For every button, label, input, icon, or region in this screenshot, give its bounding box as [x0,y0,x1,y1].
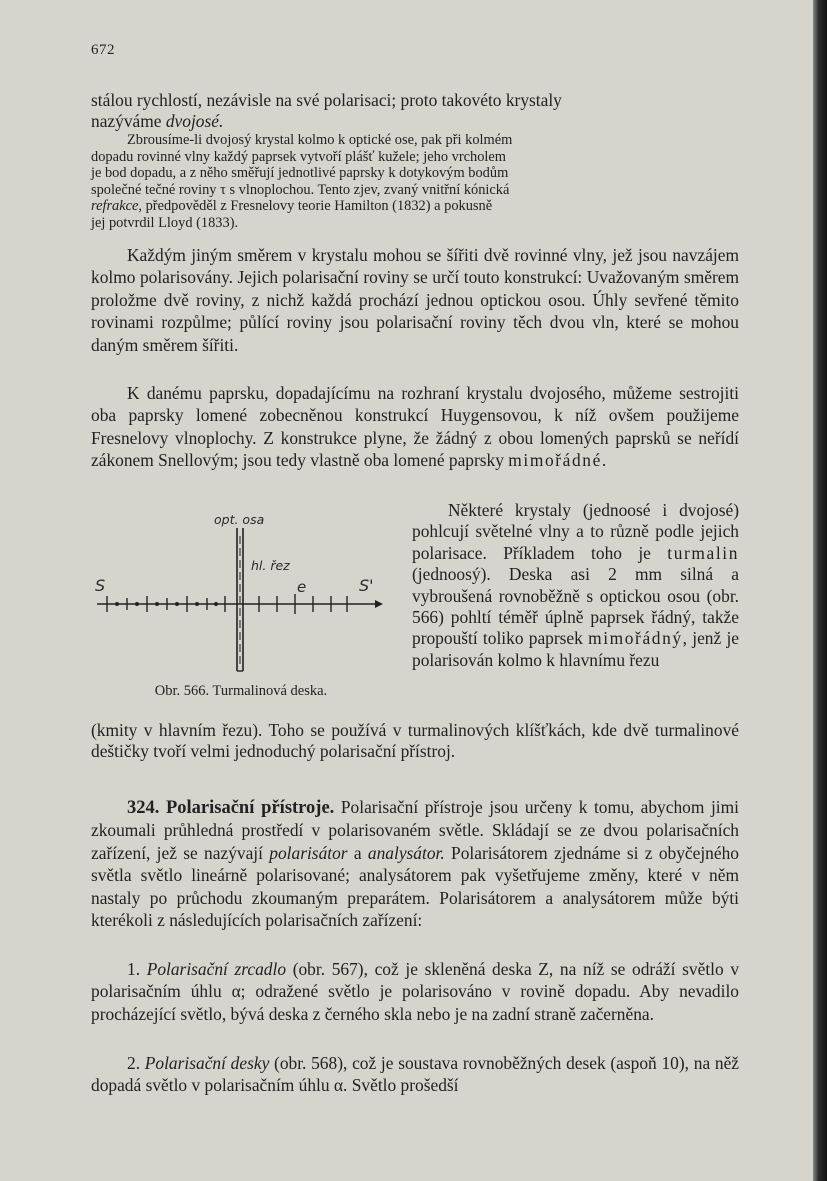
list-item-1-text [91,958,739,1025]
ray-arrow-head [375,600,383,608]
list-item-1 [91,958,739,1025]
page-edge-shadow [813,0,827,1181]
side-text-a: Některé krystaly (jednoosé i dvojosé) pohlcují světelné vlny a to různě podle jejich polarisace. Příkladem toho je [412,500,739,563]
side-text-c: , jenž je polarisován kolmo k hlavnímu řezu [412,628,739,670]
side-text-b: (jednoosý). Deska asi 2 mm silná a vybroušená rovnoběžně s optickou osou (obr. 566) pohltí téměř úplně paprsek řádný, takže propouští toliko paprsek [412,564,739,649]
list-item-2 [91,1052,739,1097]
tourmaline-plate-diagram [91,506,391,686]
section-text-c: Polarisátorem zjednáme si z obyčejného světla světlo lineárně polarisované; analysátorem pak vyšetřujeme změny, které v něm nastaly po průchodu zkoumaným preparátem. Polarisátorem a analysátorem může býti kterékoli z následujících polarisačních zařízení: [91,842,739,931]
small-line-5-text: předpověděl z Fresnelovy teorie Hamilton (1832) a pokusně [142,198,493,215]
term-polarisacni-zrcadlo: Polarisační zrcadlo [146,959,287,979]
label-optical-axis: opt. osa [214,512,265,527]
term-dvojose: dvojosé. [165,111,224,131]
paragraph-1-line-2 [91,111,739,132]
small-line-2: dopadu rovinné vlny každý paprsek vytvoří plášť kužele; jeho vrcholem [91,148,506,165]
term-mimoradny: mimořádný [588,628,683,649]
section-title: Polarisační přístroje. [165,798,335,818]
paragraph-3 [91,244,739,356]
side-paragraph [412,500,739,671]
term-mimoradne: mimořádné. [508,450,608,471]
side-paragraph-text [412,500,739,671]
section-text-a: Polarisační přístroje jsou určeny k tomu, abychom jimi zkoumali průhledná prostředí v polarisovaném světle. Skládají se ze dvou polarisačních zařízení, jež se nazývají [91,797,739,863]
small-line-6: jej potvrdil Lloyd (1833). [91,214,239,231]
paragraph-4-text [91,382,739,472]
item-2-body: (obr. 568), což je soustava rovnoběžných desek (aspoň 10), na něž dopadá světlo v polarisačním úhlu α. Světlo prošedší [91,1053,740,1096]
paragraph-after-figure-text: (kmity v hlavním řezu). Toho se používá v turmalinových klíšťkách, kde dvě turmalinové deštičky tvoří velmi jednoduchý polarisační přístroj. [91,720,739,761]
item-2-number: 2. [127,1053,145,1073]
paragraph-1-text: nazýváme [91,111,166,131]
small-line-1: Zbrousíme-li dvojosý krystal kolmo k optické ose, pak při kolmém [127,132,513,148]
paragraph-after-figure [91,720,739,762]
small-print-paragraph [91,132,739,232]
section-number: 324. [127,798,160,818]
item-1-body: (obr. 567), což je skleněná deska Z, na níž se odráží světlo v polarisačním úhlu α; odražené světlo je polarisováno v rovině dopadu. Aby nevadilo procházející světlo, bývá deska z černého skla nebo je na zadní straně začerněna. [91,959,740,1024]
small-line-4: společné tečné roviny τ s vlnoplochou. Tento zjev, zvaný vnitřní kónická [91,181,510,198]
paragraph-4 [91,382,739,472]
term-polarisacni-desky: Polarisační desky [144,1053,270,1073]
small-line-3: je bod dopadu, a z něho směřují jednotlivé paprsky k dotykovým bodům [91,165,509,182]
paragraph-3-text: Každým jiným směrem v krystalu mohou se šířiti dvě rovinné vlny, jež jsou navzájem kolmo polarisovány. Jejich polarisační roviny se určí touto konstrukcí: Uvažovaným směrem proložme dvě roviny, z nichž každá prochází jednou optickou osou. Úhly sevřené těmito rovinami rozpůlme; půlící roviny jsou polarisační roviny těch dvou vln, které se mohou daným směrem šířiti. [91,245,739,355]
term-turmalin: turmalin [667,542,739,563]
paragraph-4-body: K danému paprsku, dopadajícímu na rozhraní krystalu dvojosého, můžeme sestrojiti oba paprsky lomené zobecněnou konstrukcí Huygensovou, k níž ovšem použijeme Fresnelovy vlnoplochy. Z konstrukce plyne, že žádný z obou lomených paprsků se neřídí zákonem Snellovým; jsou tedy vlastně oba lomené paprsky [91,383,739,471]
term-refrakce: refrakce, [91,198,143,215]
label-e: e [297,578,307,596]
figure-caption: Obr. 566. Turmalinová deska. [154,683,328,699]
list-item-2-text [91,1052,739,1097]
term-analysator: analysátor. [367,842,445,863]
label-s-right: S' [359,576,374,595]
label-s-left: S [95,576,106,595]
label-main-section: hl. řez [251,558,290,573]
figure-566 [91,506,391,706]
paragraph-1 [91,90,739,132]
section-324 [91,796,739,931]
page-number: 672 [91,42,115,58]
item-1-number: 1. [127,959,147,979]
section-324-text [91,796,739,931]
section-text-b: a [347,842,368,863]
small-line-5 [91,198,739,215]
term-polarisator: polarisátor [269,842,348,863]
paragraph-1-line-1: stálou rychlostí, nezávisle na své polarisaci; proto takovéto krystaly [91,90,562,110]
